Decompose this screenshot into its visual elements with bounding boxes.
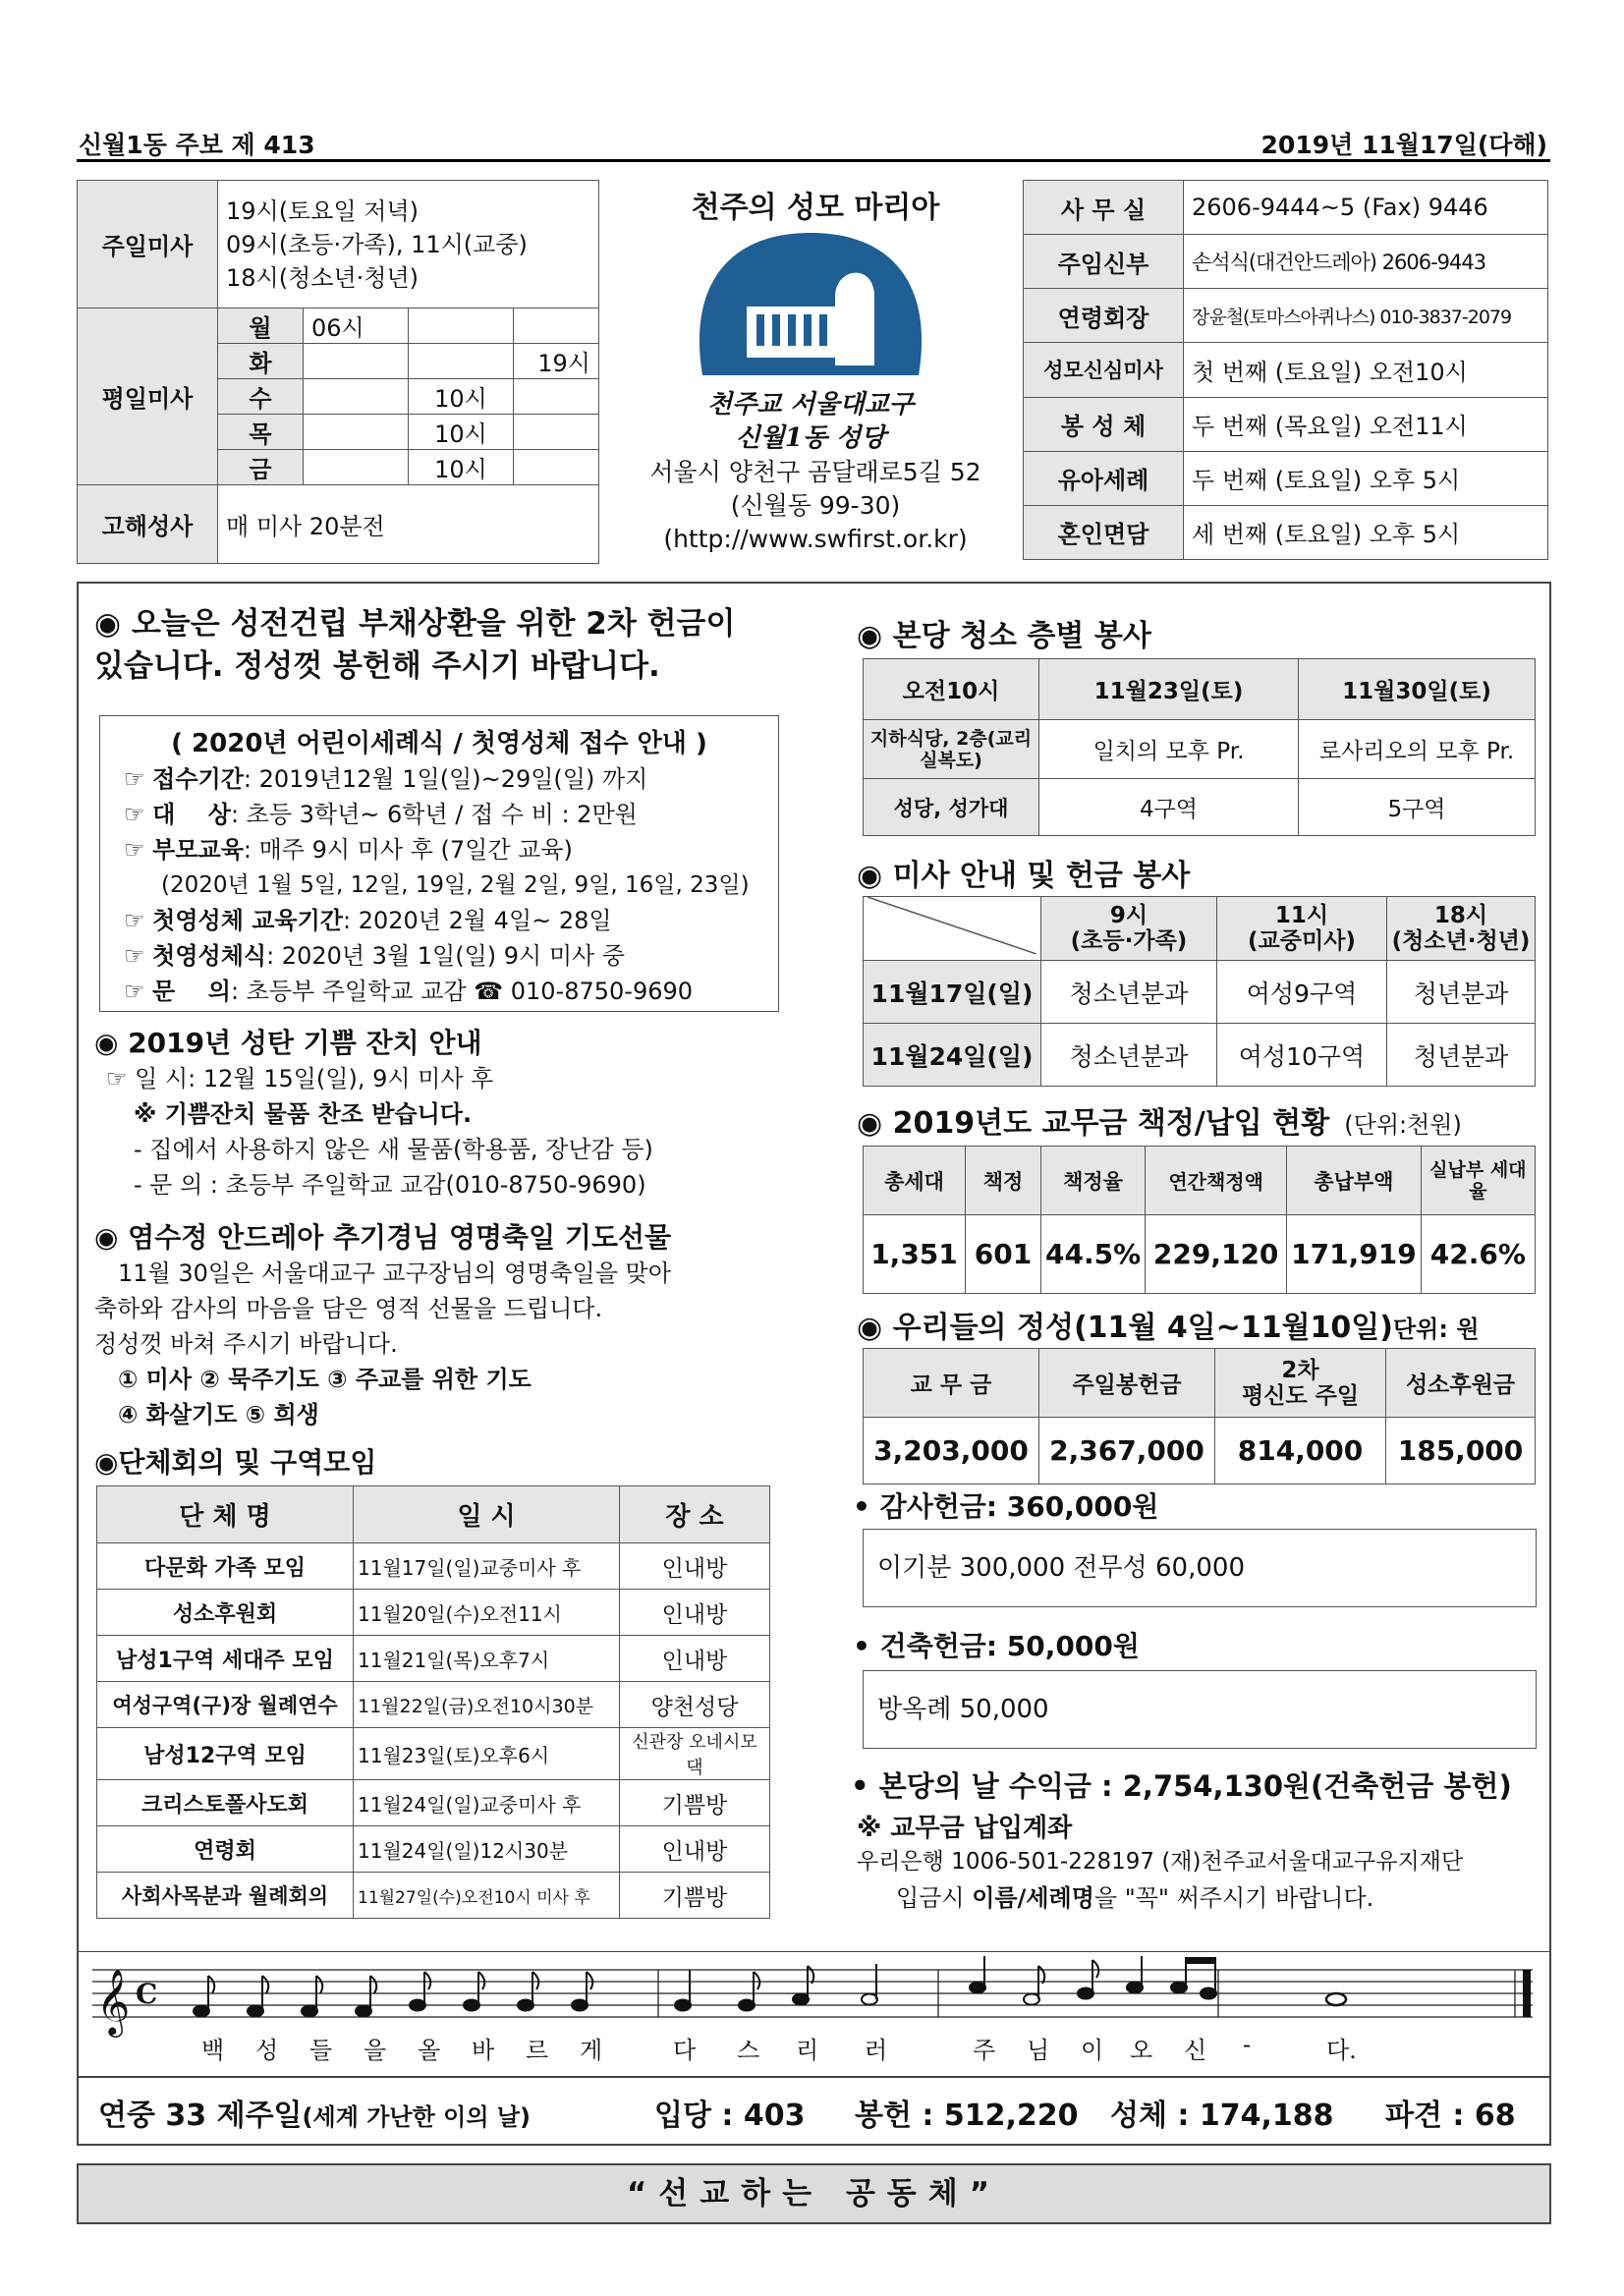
dues-title: ◉ 2019년도 교무금 책정/납입 현황 (단위:천원) — [857, 1106, 1462, 1141]
meetings-table: 단 체 명 일 시 장 소 다문화 가족 모임 11월17일(일)교중미사 후 인내방 성소후원회 11월20일(수)오전11시 인내방 남성1구역 세대주 모임 11월21일(목)오후7시 인내방 여성구역(구)장 월례연수 11월22일(금)오전10시30분 양천성당 남성12구역 모임 11월23일(토)오후6시 신관장 오네시모댁 크리스토폴사도회 11월24일(일)교중미사 후 기쁨방 연령회 11월24일(일)12시30분 인내방 사회사목분과 월례회의 11월27일(수)오전10시 미사 후 기쁨방 — [96, 1485, 770, 1919]
cleaning-title: ◉ 본당 청소 층별 봉사 — [857, 619, 1151, 653]
confession-time: 매 미사 20분전 — [218, 485, 599, 564]
table-row: 크리스토폴사도회 11월24일(일)교중미사 후 기쁨방 — [97, 1780, 770, 1826]
building-offering-title: • 건축헌금: 50,000원 — [853, 1630, 1140, 1662]
building-offering-box: 방옥례 50,000 — [863, 1670, 1537, 1749]
contacts-table: 사 무 실 2606-9444~5 (Fax) 9446 주임신부 손석식(대건안드레아) 2606-9443 연령회장 장윤철(토마스아퀴나스) 010-3837-2079 성모신심미사 첫 번째 (토요일) 오전10시 봉 성 체 두 번째 (목요일) 오전11시 유아세례 두 번째 (토요일) 오후 5시 혼인면담 세 번째 (토요일) 오후 5시 — [1023, 180, 1548, 560]
pointer-icon: ☞ — [124, 801, 153, 828]
mass-service-title: ◉ 미사 안내 및 헌금 봉사 — [857, 859, 1191, 893]
table-row: 1,351 601 44.5% 229,120 171,919 42.6% — [864, 1215, 1536, 1294]
baptism-notice-box: ( 2020년 어린이세례식 / 첫영성체 접수 안내 ) ☞ 접수기간: 2019년12월 1일(일)~29일(일) 까지 ☞ 대 상: 초등 3학년~ 6학년 / 접 수 비 : 2만원 ☞ 부모교육: 매주 9시 미사 후 (7일간 교육) (2020년 1월 5일, 12일, 19일, 2월 2일, 9일, 16일, 23일) ☞ 첫영성체 교육기간: 2020년 2월 4일~ 28일 ☞ 첫영성체식: 2020년 3월 1일(일) 9시 미사 중 ☞ 문 의: 초등부 주일학교 교감 ☎ 010-8750-9690 — [99, 715, 779, 1012]
weekday-mass-label: 평일미사 — [78, 308, 218, 485]
table-row: 성당, 성가대 4구역 5구역 — [864, 779, 1536, 836]
christmas-party-notice: ◉ 2019년 성탄 기쁨 잔치 안내 ☞ 일 시: 12월 15일(일), 9시 미사 후 ※ 기쁨잔치 물품 찬조 받습니다. - 집에서 사용하지 않은 새 물품(학용품, 장난감 등) - 문 의 : 초등부 주일학교 교감(010-8750-9690) — [94, 1027, 653, 1199]
liturgy-stats: 연중 33 제주일(세계 가난한 이의 날) 입당 : 403 봉헌 : 512,220 성체 : 174,188 파견 : 68 — [77, 2075, 1551, 2146]
pointer-icon: ☞ — [124, 836, 153, 864]
dues-table: 총세대 책정 책정율 연간책정액 총납부액 실납부 세대율 1,351 601 44.5% 229,120 171,919 42.6% — [863, 1146, 1536, 1294]
sunday-mass-times: 19시(토요일 저녁) 09시(초등·가족), 11시(교중) 18시(청소년·청년) — [218, 181, 599, 308]
music-score — [77, 1951, 1551, 2078]
account-number: 우리은행 1006-501-228197 (재)천주교서울대교구유지재단 — [857, 1849, 1464, 1875]
lyrics: 백 성 들 을 올 바 르 게 다 스 리 러 주 님 이 오 신 - 다. — [201, 2031, 1357, 2064]
table-row: 다문화 가족 모임 11월17일(일)교중미사 후 인내방 — [97, 1543, 770, 1590]
diagonal-cell — [864, 897, 1041, 961]
table-row: 3,203,000 2,367,000 814,000 185,000 — [864, 1418, 1536, 1484]
pointer-icon: ☞ — [124, 765, 153, 793]
common-time-icon: C — [136, 1978, 158, 2010]
table-row: 연령회 11월24일(일)12시30분 인내방 — [97, 1826, 770, 1873]
bulletin-date: 2019년 11월17일(다해) — [1260, 131, 1547, 159]
notes — [194, 1956, 1346, 2017]
notice-second-collection: ◉ 오늘은 성전건립 부채상환을 위한 2차 헌금이 있습니다. 정성껏 봉헌해 주시기 바랍니다. — [94, 606, 736, 684]
bulletin-issue: 신월1동 주보 제 413 — [79, 131, 315, 159]
thanks-offering-title: • 감사헌금: 360,000원 — [853, 1490, 1159, 1523]
table-row: 지하식당, 2층(교리실복도) 일치의 모후 Pr. 로사리오의 모후 Pr. — [864, 720, 1536, 779]
mass-service-table: 9시 (초등·가족) 11시 (교중미사) 18시 (청소년·청년) 11월17일(일) 청소년분과 여성9구역 청년분과 11월24일(일) 청소년분과 여성10구역 청년분과 — [863, 896, 1536, 1087]
diagonal-line — [868, 897, 1036, 954]
parish-motto: 천주의 성모 마리아 — [691, 191, 940, 225]
header-rule — [77, 159, 1550, 162]
table-row: 사회사목분과 월례회의 11월27일(수)오전10시 미사 후 기쁨방 — [97, 1873, 770, 1919]
pointer-icon: ☞ — [124, 907, 153, 934]
parish-address: 서울시 양천구 곰달래로5길 52 (신월동 99-30) (http://www.swfirst.or.kr) — [609, 456, 1022, 556]
parish-day-income: • 본당의 날 수익금 : 2,754,130원(건축헌금 봉헌) — [851, 1769, 1512, 1803]
offerings-title: ◉ 우리들의 정성(11월 4일~11월10일)단위: 원 — [857, 1311, 1480, 1345]
cardinal-feast-notice: ◉ 염수정 안드레아 추기경님 영명축일 기도선물 11월 30일은 서울대교구 교구장님의 영명축일을 맞아 축하와 감사의 마음을 담은 영적 선물을 드립니다. 정성껏 바쳐 주시기 바랍니다. ① 미사 ② 묵주기도 ③ 주교를 위한 기도 ④ 화살기도 ⑤ 희생 — [94, 1221, 672, 1428]
table-row: 여성구역(구)장 월례연수 11월22일(금)오전10시30분 양천성당 — [97, 1682, 770, 1728]
account-note: 입금시 이름/세례명을 "꼭" 써주시기 바랍니다. — [896, 1884, 1374, 1912]
table-row: 11월17일(일) 청소년분과 여성9구역 청년분과 — [864, 961, 1536, 1024]
confession-label: 고해성사 — [78, 485, 218, 564]
table-row: 11월24일(일) 청소년분과 여성10구역 청년분과 — [864, 1024, 1536, 1087]
stat-offering: 봉헌 : 512,220 — [855, 2099, 1079, 2133]
mass-times-table: 주일미사 19시(토요일 저녁) 09시(초등·가족), 11시(교중) 18시(청소년·청년) 평일미사 월 06시 화 19시 수 10시 목 10시 금 10시 고해성사 매 미사 20분전 — [77, 180, 599, 564]
treble-clef-icon: 𝄞 — [96, 1968, 131, 2035]
community-motto: “선교하는 공동체” — [77, 2163, 1551, 2224]
account-title: ※ 교무금 납입계좌 — [857, 1814, 1073, 1843]
cleaning-table: 오전10시 11월23일(토) 11월30일(토) 지하식당, 2층(교리실복도) 일치의 모후 Pr. 로사리오의 모후 Pr. 성당, 성가대 4구역 5구역 — [863, 658, 1536, 836]
stat-dismissal: 파견 : 68 — [1385, 2099, 1516, 2133]
pointer-icon: ☞ — [124, 978, 153, 1005]
sunday-mass-label: 주일미사 — [78, 181, 218, 308]
table-row: 성소후원회 11월20일(수)오전11시 인내방 — [97, 1590, 770, 1636]
parish-url[interactable]: (http://www.swfirst.or.kr) — [663, 525, 968, 553]
table-row: 남성1구역 세대주 모임 11월21일(목)오후7시 인내방 — [97, 1636, 770, 1682]
sunday-name: 연중 33 제주일 — [98, 2099, 303, 2133]
parish-logo — [688, 228, 933, 385]
stat-entrance: 입당 : 403 — [654, 2099, 806, 2133]
table-row: 남성12구역 모임 11월23일(토)오후6시 신관장 오네시모댁 — [97, 1728, 770, 1780]
offerings-table: 교 무 금 주일봉헌금 2차 평신도 주일 성소후원금 3,203,000 2,367,000 814,000 185,000 — [863, 1348, 1536, 1484]
pointer-icon: ☞ — [124, 942, 153, 970]
baptism-notice-title: ( 2020년 어린이세례식 / 첫영성체 접수 안내 ) — [171, 729, 707, 758]
meetings-title: ◉단체회의 및 구역모임 — [94, 1446, 377, 1479]
stat-communion: 성체 : 174,188 — [1110, 2099, 1334, 2133]
logo-caption: 천주교 서울대교구 신월1동 성당 — [707, 390, 914, 453]
thanks-offering-box: 이기분 300,000 전무성 60,000 — [863, 1529, 1537, 1607]
